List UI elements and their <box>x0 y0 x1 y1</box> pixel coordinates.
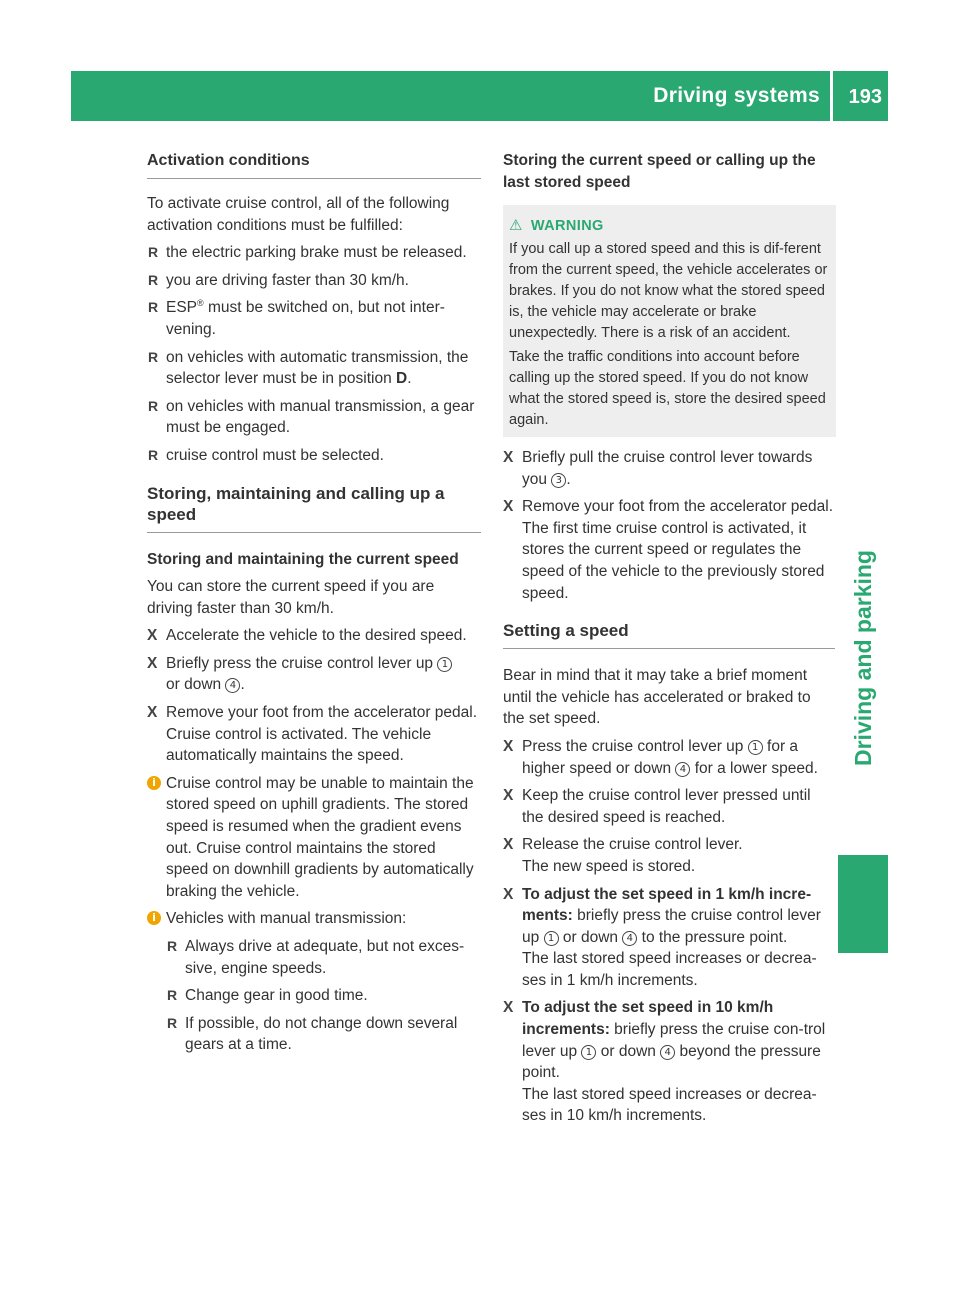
left-column <box>147 150 481 1056</box>
list-item: R the electric parking brake must be released. <box>147 242 481 264</box>
bullet-icon: R <box>148 446 159 463</box>
ref-3-icon: 3 <box>551 473 566 488</box>
step-item: X Remove your foot from the accelerator pedal. Cruise control is activated. The vehicle automatically maintains the speed. <box>147 704 478 765</box>
step-item: X To adjust the set speed in 1 km/h incre-ments: briefly press the cruise control lever up 1 or down 4 to the pressure point. The last stored speed increases or decrea-ses in 1 km/h increments. <box>503 885 821 989</box>
calling-heading: Storing the current speed or calling up the last stored speed <box>503 152 816 191</box>
right-column <box>503 150 835 1127</box>
storing-intro: You can store the current speed if you are driving faster than 30 km/h. <box>147 578 435 617</box>
step-icon: X <box>503 885 514 903</box>
step-icon: X <box>147 654 158 672</box>
ref-4-icon: 4 <box>622 931 637 946</box>
step-icon: X <box>503 737 514 755</box>
storing-heading: Storing, maintaining and calling up a speed <box>147 483 481 533</box>
list-item: R you are driving faster than 30 km/h. <box>147 270 481 292</box>
activation-intro: To activate cruise control, all of the following activation conditions must be fulfilled: <box>147 195 450 234</box>
step-item: X Release the cruise control lever. The new speed is stored. <box>503 836 743 875</box>
step-item: X Briefly press the cruise control lever up 1 or down 4 . <box>147 653 481 696</box>
setting-intro: Bear in mind that it may take a brief moment until the vehicle has accelerated or braked to the set speed. <box>503 667 811 728</box>
step-item: X To adjust the set speed in 10 km/h increments: briefly press the cruise con-trol lever up 1 or down 4 beyond the pressure point. The last stored speed increases or decrea-ses in 10 km/h increments. <box>503 999 826 1125</box>
list-item: R ESP® must be switched on, but not inter-vening. <box>148 298 445 338</box>
page-header <box>71 71 888 121</box>
activation-heading: Activation conditions <box>147 150 481 179</box>
step-item: X Remove your foot from the accelerator pedal. The first time cruise control is activated, it stores the current speed or regulates the speed of the vehicle to the previously stored speed. <box>503 498 834 602</box>
step-item: X Keep the cruise control lever pressed until the desired speed is reached. <box>503 787 811 826</box>
bullet-icon: R <box>148 244 159 261</box>
info-icon: i <box>147 776 161 790</box>
step-icon: X <box>147 704 158 721</box>
storing-subheading: Storing and maintaining the current speed <box>147 550 459 568</box>
bullet-icon: R <box>148 397 159 414</box>
step-icon: X <box>503 836 514 854</box>
list-item: R Always drive at adequate, but not exces-sive, engine speeds. <box>167 937 465 977</box>
step-icon: X <box>503 787 514 805</box>
ref-1-icon: 1 <box>437 657 452 672</box>
step-item: X Press the cruise control lever up 1 for a higher speed or down 4 for a lower speed. <box>503 737 818 777</box>
step-item: X Briefly pull the cruise control lever towards you 3 . <box>503 449 813 488</box>
list-item: R on vehicles with manual transmission, a gear must be engaged. <box>148 397 475 437</box>
list-item: R If possible, do not change down several gears at a time. <box>167 1014 458 1054</box>
warning-text: If you call up a stored speed and this is dif-ferent from the current speed, the vehicle accelerates or brakes. If you do not know what the stored speed is, the vehicle may accelerate or brake unexpectedly. There is a risk of an accident. <box>509 241 828 341</box>
bullet-icon: R <box>167 987 178 1004</box>
section-title: Driving systems <box>653 84 820 107</box>
ref-4-icon: 4 <box>660 1045 675 1060</box>
bullet-icon: R <box>148 271 159 288</box>
info-note: i Cruise control may be unable to maintain the stored speed on uphill gradients. The stored speed is resumed when the gradient evens out. Cruise control maintains the stored speed on downhill gradients by automatically braking the vehicle. <box>147 773 481 903</box>
chapter-label: Driving and parking <box>850 550 876 766</box>
page-number: 193 <box>848 86 882 108</box>
info-note: i Vehicles with manual transmission: <box>147 908 481 930</box>
ref-1-icon: 1 <box>748 740 763 755</box>
header-divider <box>830 71 833 121</box>
chapter-marker <box>838 855 888 953</box>
warning-text: Take the traffic conditions into account before calling up the stored speed. If you do not know what the stored speed is, store the desired speed again. <box>509 349 826 428</box>
bullet-icon: R <box>167 937 178 954</box>
step-icon: X <box>503 449 514 466</box>
step-icon: X <box>147 627 158 645</box>
step-item: X Accelerate the vehicle to the desired speed. <box>147 625 481 647</box>
bullet-icon: R <box>167 1014 178 1031</box>
warning-box <box>503 205 836 437</box>
info-icon: i <box>147 911 161 925</box>
step-icon: X <box>503 498 514 516</box>
setting-heading: Setting a speed <box>503 620 835 649</box>
ref-4-icon: 4 <box>675 762 690 777</box>
chapter-tab <box>838 121 888 852</box>
bullet-icon: R <box>148 348 159 365</box>
warning-title: ⚠ WARNING <box>509 216 604 234</box>
bullet-icon: R <box>148 299 159 316</box>
ref-1-icon: 1 <box>544 931 559 946</box>
ref-1-icon: 1 <box>581 1045 596 1060</box>
step-icon: X <box>503 999 514 1017</box>
list-item: R on vehicles with automatic transmission, the selector lever must be in position D. <box>148 348 469 388</box>
warning-icon: ⚠ <box>509 216 523 234</box>
ref-4-icon: 4 <box>225 678 240 693</box>
list-item: R cruise control must be selected. <box>147 445 481 467</box>
list-item: R Change gear in good time. <box>147 985 481 1007</box>
